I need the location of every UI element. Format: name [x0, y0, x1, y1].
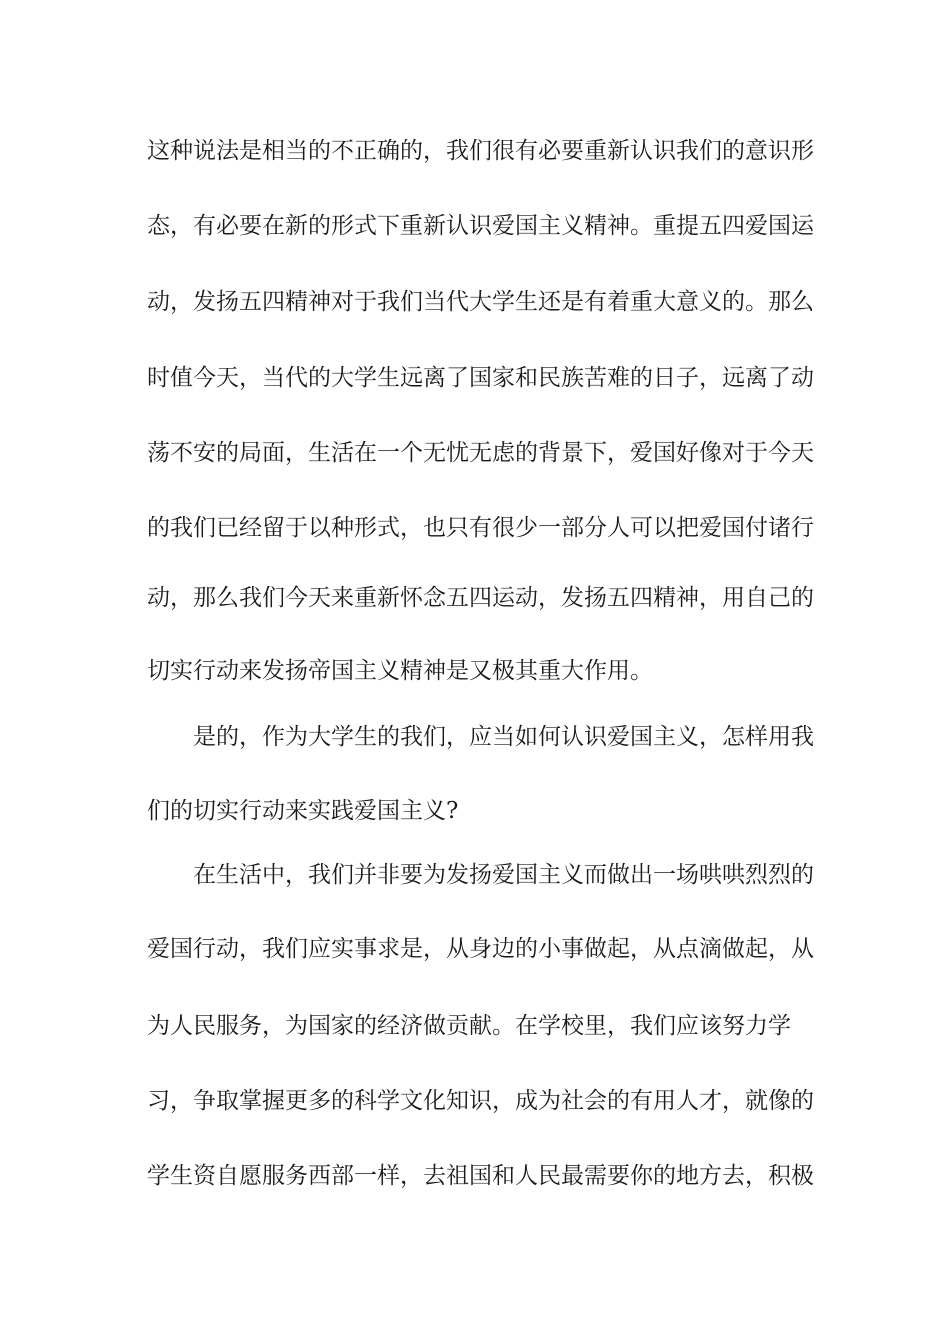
- text-line: 在生活中，我们并非要为发扬爱国主义而做出一场哄哄烈烈的: [193, 862, 814, 888]
- text-line: 的我们已经留于以种形式，也只有很少一部分人可以把爱国付诸行: [147, 515, 814, 541]
- text-line: 这种说法是相当的不正确的，我们很有必要重新认识我们的意识形: [147, 138, 814, 164]
- text-line: 为人民服务，为国家的经济做贡献。在学校里，我们应该努力学: [147, 1013, 791, 1039]
- text-line: 习，争取掌握更多的科学文化知识，成为社会的有用人才，就像的: [147, 1088, 814, 1114]
- text-line: 时值今天，当代的大学生远离了国家和民族苦难的日子，远离了动: [147, 365, 814, 391]
- text-line: 动，那么我们今天来重新怀念五四运动，发扬五四精神，用自己的: [147, 585, 814, 611]
- text-line: 动，发扬五四精神对于我们当代大学生还是有着重大意义的。那么: [147, 289, 814, 315]
- text-line: 们的切实行动来实践爱国主义?: [147, 798, 459, 824]
- text-line: 荡不安的局面，生活在一个无忧无虑的背景下，爱国好像对于今天: [147, 440, 814, 466]
- text-line: 态，有必要在新的形式下重新认识爱国主义精神。重提五四爱国运: [147, 213, 814, 239]
- text-line: 学生资自愿服务西部一样，去祖国和人民最需要你的地方去，积极: [147, 1163, 814, 1189]
- text-line: 爱国行动，我们应实事求是，从身边的小事做起，从点滴做起，从: [147, 936, 814, 962]
- text-line: 切实行动来发扬帝国主义精神是又极其重大作用。: [147, 658, 653, 684]
- text-line: 是的，作为大学生的我们，应当如何认识爱国主义，怎样用我: [193, 724, 814, 750]
